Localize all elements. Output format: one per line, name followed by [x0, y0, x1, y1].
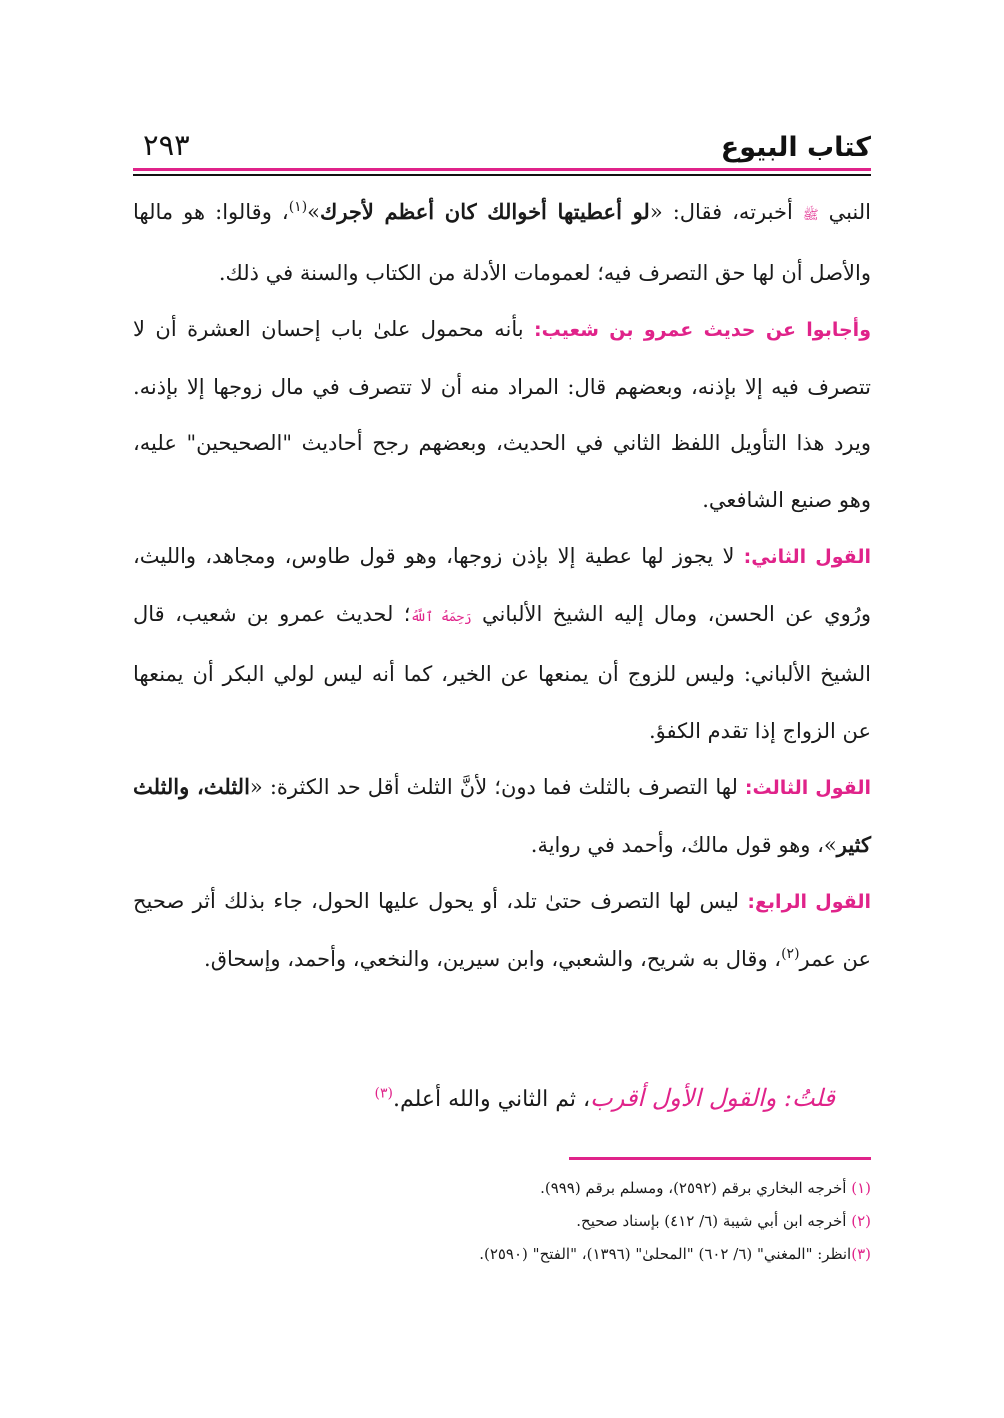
text-run: » — [307, 200, 321, 224]
honorific-mark: ﷺ — [802, 208, 819, 223]
section-label: وأجابوا عن حديث عمرو بن شعيب: — [534, 319, 871, 341]
hadith-quote: لو أعطيتها أخوالك كان أعظم لأجرك — [320, 199, 650, 224]
footnote-2 — [133, 1205, 871, 1238]
conclusion-text: ، ثم الثاني والله أعلم. — [392, 1087, 591, 1112]
paragraph-5 — [133, 873, 871, 987]
footnote-text: أخرجه البخاري برقم (٢٥٩٢)، ومسلم برقم (٩٩٩). — [540, 1179, 852, 1197]
footnote-text: انظر: "المغني" (٦/ ٦٠٢) "المحلىٰ" (١٣٩٦)، "الفتح" (٢٥٩٠). — [479, 1245, 852, 1263]
footnote-number: (١) — [851, 1179, 871, 1197]
section-label: القول الثالث: — [744, 777, 872, 799]
footnote-number: (٢) — [851, 1212, 871, 1230]
text-run: النبي — [818, 200, 871, 224]
footnote-number: (٣) — [851, 1245, 871, 1263]
main-text — [133, 184, 871, 987]
footnote-ref-2: (٢) — [781, 945, 800, 962]
footnotes — [133, 1172, 871, 1271]
text-run: ؛ لحديث عمرو بن شعيب، قال الشيخ الألباني: وليس للزوج أن يمنعها عن الخير، كما أنه ليس لولي البكر أن يمنعها عن الزواج إذا تقدم الكفؤ. — [133, 601, 871, 743]
header-rule — [133, 174, 871, 176]
footnote-text: أخرجه ابن أبي شيبة (٦/ ٤١٢) بإسناد صحيح. — [576, 1212, 852, 1230]
section-label: القول الرابع: — [747, 891, 871, 913]
paragraph-2 — [133, 301, 871, 528]
text-run: أخبرته، فقال: « — [649, 200, 803, 224]
text-run: لها التصرف بالثلث فما دون؛ لأنَّ الثلث أقل حد الكثرة: « — [249, 775, 745, 799]
text-run: ، وقال به شريح، والشعبي، وابن سيرين، والنخعي، وأحمد، وإسحاق. — [204, 946, 782, 971]
section-label: القول الثاني: — [743, 546, 872, 568]
honorific-mark: رَحِمَهُ ٱللَّهُ — [410, 609, 472, 625]
conclusion-label: قلتُ: والقول الأول أقرب — [590, 1084, 835, 1112]
text-run: ليس لها التصرف حتىٰ تلد، أو يحول عليها الحول، جاء بذلك أثر صحيح عن عمر — [133, 889, 871, 971]
footnote-ref-3: (٣) — [374, 1085, 393, 1102]
conclusion — [133, 1084, 871, 1112]
footnote-ref-1: (١) — [288, 199, 308, 215]
footnote-divider — [569, 1157, 871, 1160]
paragraph-3 — [133, 528, 871, 759]
footnote-1 — [133, 1172, 871, 1205]
text-run: »، وهو قول مالك، وأحمد في رواية. — [530, 832, 837, 857]
header-rule-accent — [133, 168, 871, 171]
text-run: بأنه محمول علىٰ باب إحسان العشرة أن لا تتصرف فيه إلا بإذنه، وبعضهم قال: المراد منه أن لا تتصرف في مال زوجها إلا بإذنه. ويرد هذا التأويل اللفظ الثاني في الحديث، وبعضهم رجح أحاديث "الصحيحين" عليه، وهو صنيع الشافعي. — [133, 317, 871, 512]
paragraph-4 — [133, 759, 871, 873]
footnote-3 — [133, 1238, 871, 1271]
paragraph-1 — [133, 184, 871, 301]
text-run: ، وقالوا: هو مالها والأصل أن لها حق التصرف فيه؛ لعمومات الأدلة من الكتاب والسنة في ذلك. — [133, 200, 871, 285]
text-run: لا يجوز لها عطية إلا بإذن زوجها، وهو قول طاوس، ومجاهد، والليث، ورُوي عن الحسن، ومال إليه الشيخ الألباني — [133, 544, 871, 626]
hadith-quote: الثلث، والثلث كثير — [133, 774, 871, 857]
chapter-title: كتاب البيوع — [720, 132, 871, 163]
page-number: ٢٩٣ — [143, 128, 190, 162]
